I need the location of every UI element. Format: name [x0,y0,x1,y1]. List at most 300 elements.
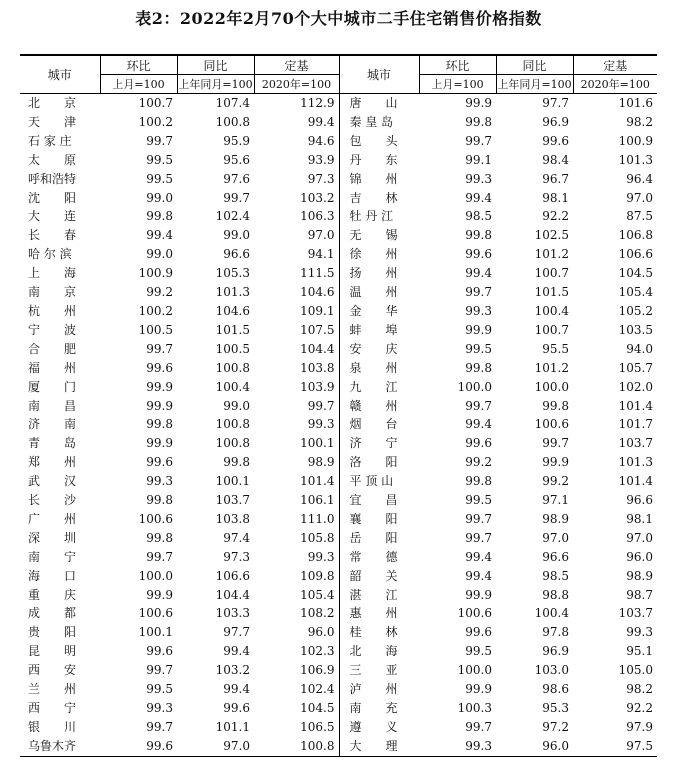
fixed-value-left: 108.2 [300,606,335,621]
header-mom-right: 环比 [419,55,496,75]
header-yoy-right: 同比 [496,55,573,75]
fixed-value-right: 98.1 [626,511,653,526]
price-index-table [20,54,657,757]
city-name-right: 襄 阳 [339,510,419,529]
yoy-value-left: 103.8 [215,511,250,526]
fixed-value-right: 105.7 [618,360,653,375]
mom-value-left: 100.6 [138,606,173,621]
mom-value-left: 99.5 [146,152,173,167]
city-name-right: 常 德 [339,548,419,567]
fixed-value-right: 97.0 [626,190,653,205]
table-row [20,737,657,756]
city-name-right: 安 庆 [339,340,419,359]
fixed-value-left: 93.9 [307,152,335,167]
city-name-right: 惠 州 [339,604,419,623]
city-name-right: 唐 山 [339,94,419,113]
yoy-value-right: 100.0 [534,379,569,394]
fixed-value-right: 94.0 [626,341,653,356]
fixed-value-right: 97.0 [626,530,653,545]
mom-value-left: 99.5 [146,682,173,697]
city-name-right: 锦 州 [339,170,419,189]
header-yoy-base-left: 上年同月=100 [177,75,254,94]
yoy-value-right: 98.6 [542,682,569,697]
city-name-left: 上 海 [28,266,77,281]
table-row [20,226,657,245]
yoy-value-left: 99.4 [223,682,250,697]
city-name-right: 金 华 [339,302,419,321]
table-row [20,321,657,340]
city-name-left: 杭 州 [28,303,77,318]
yoy-value-right: 99.8 [542,398,569,413]
mom-value-right: 99.4 [465,549,492,564]
fixed-value-left: 107.5 [300,322,335,337]
mom-value-right: 99.4 [465,266,492,281]
mom-value-left: 100.2 [138,303,173,318]
yoy-value-right: 99.9 [542,455,569,470]
table-body [20,94,657,757]
table-row [20,378,657,397]
mom-value-right: 99.4 [465,417,492,432]
header-fixed-base-left: 2020年=100 [254,75,339,94]
fixed-value-right: 105.0 [618,663,653,678]
table-row [20,472,657,491]
table-row [20,132,657,151]
yoy-value-right: 96.9 [542,644,569,659]
yoy-value-right: 96.7 [542,171,569,186]
yoy-value-left: 99.8 [223,455,250,470]
mom-value-left: 99.0 [146,190,173,205]
fixed-value-left: 98.9 [307,455,335,470]
city-name-right: 扬 州 [339,264,419,283]
yoy-value-right: 97.8 [542,625,569,640]
fixed-value-left: 112.9 [300,96,335,110]
mom-value-left: 99.8 [146,530,173,545]
fixed-value-right: 98.2 [626,682,653,697]
yoy-value-left: 100.8 [215,360,250,375]
table-row [20,680,657,699]
table-row [20,567,657,586]
header-fixed-base-right: 2020年=100 [573,75,657,94]
mom-value-left: 99.0 [146,247,173,262]
city-name-right: 泉 州 [339,359,419,378]
mom-value-right: 99.8 [465,474,492,489]
yoy-value-left: 97.0 [177,737,254,756]
city-name-left: 哈 尔 滨 [28,247,72,262]
fixed-value-left: 99.3 [307,417,335,432]
yoy-value-right: 92.2 [542,209,569,224]
yoy-value-right: 98.9 [542,511,569,526]
yoy-value-right: 100.7 [534,266,569,281]
city-name-left: 长 沙 [28,493,77,508]
city-name-left: 广 州 [28,511,77,526]
city-name-left: 重 庆 [28,587,77,602]
yoy-value-right: 101.5 [534,285,569,300]
city-name-left: 南 昌 [28,398,77,413]
fixed-value-left: 104.5 [300,701,335,715]
fixed-value-right: 92.2 [626,701,653,715]
fixed-value-left: 105.4 [300,587,335,602]
city-name-left: 宁 波 [28,322,77,337]
fixed-value-right: 87.5 [626,209,653,224]
fixed-value-left: 106.3 [300,209,335,224]
fixed-value-left: 104.6 [300,285,335,300]
header-mom-base-right: 上月=100 [419,75,496,94]
city-name-right: 岳 阳 [339,529,419,548]
fixed-value-left: 97.3 [307,171,335,186]
mom-value-right: 100.0 [457,379,492,394]
mom-value-right: 99.7 [465,719,492,734]
mom-value-right: 99.9 [465,96,492,110]
fixed-value-right: 98.2 [626,114,653,129]
fixed-value-left: 109.1 [300,303,335,318]
fixed-value-right: 99.3 [626,625,653,640]
mom-value-left: 99.7 [146,133,173,148]
mom-value-left: 99.7 [146,719,173,734]
yoy-value-left: 99.7 [223,190,250,205]
table-row [20,340,657,359]
yoy-value-right: 97.1 [542,493,569,508]
mom-value-right: 99.1 [465,152,492,167]
city-name-right: 韶 关 [339,567,419,586]
mom-value-right: 100.0 [457,663,492,678]
table-row [20,170,657,189]
city-name-left: 海 口 [28,568,77,583]
fixed-value-right: 96.0 [626,549,653,564]
table-row [20,94,657,113]
table-row [20,151,657,170]
yoy-value-left: 100.5 [215,341,250,356]
yoy-value-left: 97.7 [223,625,250,640]
yoy-value-right: 98.4 [542,152,569,167]
fixed-value-right: 96.4 [626,171,653,186]
mom-value-left: 99.9 [146,436,173,451]
yoy-value-left: 107.4 [215,96,250,110]
mom-value-right: 99.7 [465,530,492,545]
mom-value-left: 99.3 [146,474,173,489]
table-row [20,548,657,567]
city-name-left: 呼和浩特 [28,171,77,186]
fixed-value-right: 95.1 [626,644,653,659]
mom-value-right: 99.9 [465,322,492,337]
header-yoy-left: 同比 [177,55,254,75]
mom-value-right: 99.3 [465,303,492,318]
yoy-value-left: 104.6 [215,303,250,318]
city-name-right: 九 江 [339,378,419,397]
fixed-value-left: 94.6 [307,133,335,148]
yoy-value-right: 100.4 [534,303,569,318]
mom-value-right: 99.9 [465,587,492,602]
fixed-value-right: 101.3 [618,455,653,470]
city-name-left: 郑 州 [28,455,77,470]
city-name-left: 合 肥 [28,341,77,356]
header-city-left: 城市 [20,55,100,94]
mom-value-right: 99.7 [465,398,492,413]
city-name-left: 太 原 [28,152,77,167]
fixed-value-right: 105.4 [618,285,653,300]
table-row [20,113,657,132]
mom-value-left: 99.8 [146,209,173,224]
mom-value-right: 99.8 [465,360,492,375]
table-row [20,245,657,264]
city-name-right: 包 头 [339,132,419,151]
city-name-right: 无 锡 [339,226,419,245]
yoy-value-right: 101.2 [534,247,569,262]
yoy-value-left: 99.0 [223,398,250,413]
yoy-value-right: 97.0 [542,530,569,545]
table-row [20,491,657,510]
mom-value-left: 99.2 [146,285,173,300]
city-name-left: 西 宁 [28,701,77,715]
city-name-left: 西 安 [28,663,77,678]
yoy-value-left: 103.7 [215,493,250,508]
fixed-value-left: 102.3 [300,644,335,659]
fixed-value-left: 96.0 [307,625,335,640]
fixed-value-right: 105.2 [618,303,653,318]
city-name-right: 秦 皇 岛 [339,113,419,132]
mom-value-right: 99.6 [465,436,492,451]
yoy-value-right: 99.2 [542,474,569,489]
city-name-left: 厦 门 [28,379,77,394]
table-row [20,604,657,623]
yoy-value-right: 102.5 [534,228,569,243]
yoy-value-left: 103.2 [215,663,250,678]
yoy-value-right: 99.6 [542,133,569,148]
fixed-value-right: 101.4 [618,398,653,413]
city-name-right: 丹 东 [339,151,419,170]
yoy-value-left: 101.5 [215,322,250,337]
city-name-right: 遵 义 [339,718,419,737]
city-name-left: 兰 州 [28,682,77,697]
fixed-value-left: 102.4 [300,682,335,697]
fixed-value-left: 100.8 [254,737,339,756]
mom-value-right: 99.2 [465,455,492,470]
city-name-left: 武 汉 [28,474,77,489]
city-name-right: 牡 丹 江 [339,207,419,226]
fixed-value-right: 103.5 [618,322,653,337]
city-name-right: 平 顶 山 [339,472,419,491]
mom-value-left: 100.0 [138,568,173,583]
yoy-value-right: 96.0 [496,737,573,756]
mom-value-right: 99.7 [465,511,492,526]
city-name-right: 湛 江 [339,586,419,605]
city-name-right: 济 宁 [339,434,419,453]
yoy-value-left: 100.8 [215,114,250,129]
mom-value-left: 99.8 [146,417,173,432]
table-row [20,189,657,208]
city-name-right: 大 理 [339,737,419,756]
mom-value-left: 99.9 [146,587,173,602]
fixed-value-right: 100.9 [618,133,653,148]
fixed-value-right: 96.6 [626,493,653,508]
yoy-value-left: 99.6 [223,701,250,715]
fixed-value-left: 103.2 [300,190,335,205]
mom-value-right: 99.7 [465,133,492,148]
mom-value-right: 99.4 [465,190,492,205]
fixed-value-right: 98.7 [626,587,653,602]
city-name-right: 徐 州 [339,245,419,264]
mom-value-left: 99.6 [146,644,173,659]
fixed-value-left: 106.5 [300,719,335,734]
yoy-value-right: 98.1 [542,190,569,205]
yoy-value-right: 103.0 [534,663,569,678]
mom-value-left: 99.8 [146,493,173,508]
yoy-value-left: 101.1 [215,719,250,734]
header-fixed-left: 定基 [254,55,339,75]
mom-value-right: 99.9 [465,682,492,697]
yoy-value-left: 100.8 [215,436,250,451]
fixed-value-left: 111.5 [300,266,335,281]
table-row [20,434,657,453]
yoy-value-left: 100.4 [215,379,250,394]
mom-value-right: 99.5 [465,644,492,659]
yoy-value-left: 100.8 [215,417,250,432]
yoy-value-left: 106.6 [215,568,250,583]
fixed-value-left: 99.7 [307,398,335,413]
mom-value-left: 99.7 [146,341,173,356]
fixed-value-left: 101.4 [300,474,335,489]
yoy-value-left: 99.4 [223,644,250,659]
mom-value-left: 99.7 [146,549,173,564]
fixed-value-right: 104.5 [618,266,653,281]
city-name-left: 乌鲁木齐 [20,737,100,756]
table-row [20,264,657,283]
table-row [20,642,657,661]
header-mom-left: 环比 [100,55,177,75]
yoy-value-left: 104.4 [215,587,250,602]
mom-value-left: 99.4 [146,228,173,243]
yoy-value-left: 99.0 [223,228,250,243]
city-name-left: 福 州 [28,360,77,375]
yoy-value-left: 95.9 [223,133,250,148]
yoy-value-right: 95.5 [542,341,569,356]
yoy-value-right: 97.7 [542,96,569,110]
fixed-value-left: 99.4 [307,114,335,129]
yoy-value-right: 100.6 [534,417,569,432]
city-name-left: 长 春 [28,228,77,243]
mom-value-right: 99.8 [465,114,492,129]
mom-value-left: 100.2 [138,114,173,129]
mom-value-right: 99.4 [465,568,492,583]
table-title: 表2：2022年2月70个大中城市二手住宅销售价格指数 [135,9,542,28]
fixed-value-right: 101.4 [618,474,653,489]
city-name-left: 大 连 [28,209,77,224]
header-fixed-right: 定基 [573,55,657,75]
mom-value-left: 99.9 [146,379,173,394]
yoy-value-left: 95.6 [223,152,250,167]
mom-value-right: 99.8 [465,228,492,243]
fixed-value-right: 101.6 [618,96,653,110]
yoy-value-right: 95.3 [542,701,569,715]
city-name-left: 贵 阳 [28,625,77,640]
city-name-right: 赣 州 [339,397,419,416]
fixed-value-right: 103.7 [618,606,653,621]
fixed-value-left: 94.1 [307,247,335,262]
city-name-left: 南 宁 [28,549,77,564]
mom-value-right: 99.3 [465,171,492,186]
city-name-left: 青 岛 [28,436,77,451]
mom-value-right: 100.6 [457,606,492,621]
table-row [20,283,657,302]
mom-value-left: 99.6 [146,455,173,470]
fixed-value-left: 106.9 [300,663,335,678]
table-row [20,586,657,605]
city-name-left: 济 南 [28,417,77,432]
city-name-left: 沈 阳 [28,190,77,205]
mom-value-left: 99.9 [146,398,173,413]
fixed-value-left: 103.8 [300,360,335,375]
mom-value-right: 99.6 [465,247,492,262]
yoy-value-right: 96.9 [542,114,569,129]
fixed-value-right: 97.9 [626,719,653,734]
city-name-right: 吉 林 [339,189,419,208]
yoy-value-left: 97.3 [223,549,250,564]
table-row [20,661,657,680]
mom-value-right: 100.3 [457,701,492,715]
fixed-value-left: 97.0 [307,228,335,243]
fixed-value-left: 103.9 [300,379,335,394]
mom-value-right: 99.7 [465,285,492,300]
city-name-right: 烟 台 [339,415,419,434]
mom-value-right: 98.5 [465,209,492,224]
mom-value-left: 100.7 [138,96,173,110]
city-name-right: 桂 林 [339,623,419,642]
mom-value-left: 99.6 [146,360,173,375]
fixed-value-right: 103.7 [618,436,653,451]
table-row [20,718,657,737]
yoy-value-right: 100.4 [534,606,569,621]
yoy-value-left: 96.6 [223,247,250,262]
city-name-right: 宜 昌 [339,491,419,510]
city-name-right: 泸 州 [339,680,419,699]
header-mom-base-left: 上月=100 [100,75,177,94]
header-yoy-base-right: 上年同月=100 [496,75,573,94]
fixed-value-left: 111.0 [300,511,335,526]
mom-value-right: 99.5 [465,493,492,508]
mom-value-left: 99.5 [146,171,173,186]
mom-value-left: 99.6 [100,737,177,756]
fixed-value-left: 99.3 [307,549,335,564]
city-name-right: 南 充 [339,699,419,718]
fixed-value-right: 101.3 [618,152,653,167]
city-name-left: 成 都 [28,606,77,621]
table-row [20,699,657,718]
table-row [20,415,657,434]
yoy-value-left: 97.6 [223,171,250,186]
city-name-left: 天 津 [28,114,77,129]
table-row [20,453,657,472]
yoy-value-right: 98.8 [542,587,569,602]
table-row [20,623,657,642]
yoy-value-right: 96.6 [542,549,569,564]
fixed-value-left: 106.1 [300,493,335,508]
mom-value-left: 100.9 [138,266,173,281]
city-name-right: 温 州 [339,283,419,302]
mom-value-right: 99.5 [465,341,492,356]
table-row [20,359,657,378]
fixed-value-right: 106.8 [618,228,653,243]
fixed-value-right: 106.6 [618,247,653,262]
header-city-right: 城市 [339,55,419,94]
mom-value-left: 100.5 [138,322,173,337]
city-name-left: 南 京 [28,285,77,300]
yoy-value-left: 102.4 [215,209,250,224]
mom-value-left: 99.3 [146,701,173,715]
city-name-left: 北 京 [28,96,77,110]
fixed-value-right: 101.7 [618,417,653,432]
mom-value-right: 99.3 [419,737,496,756]
city-name-left: 深 圳 [28,530,77,545]
mom-value-left: 100.1 [138,625,173,640]
